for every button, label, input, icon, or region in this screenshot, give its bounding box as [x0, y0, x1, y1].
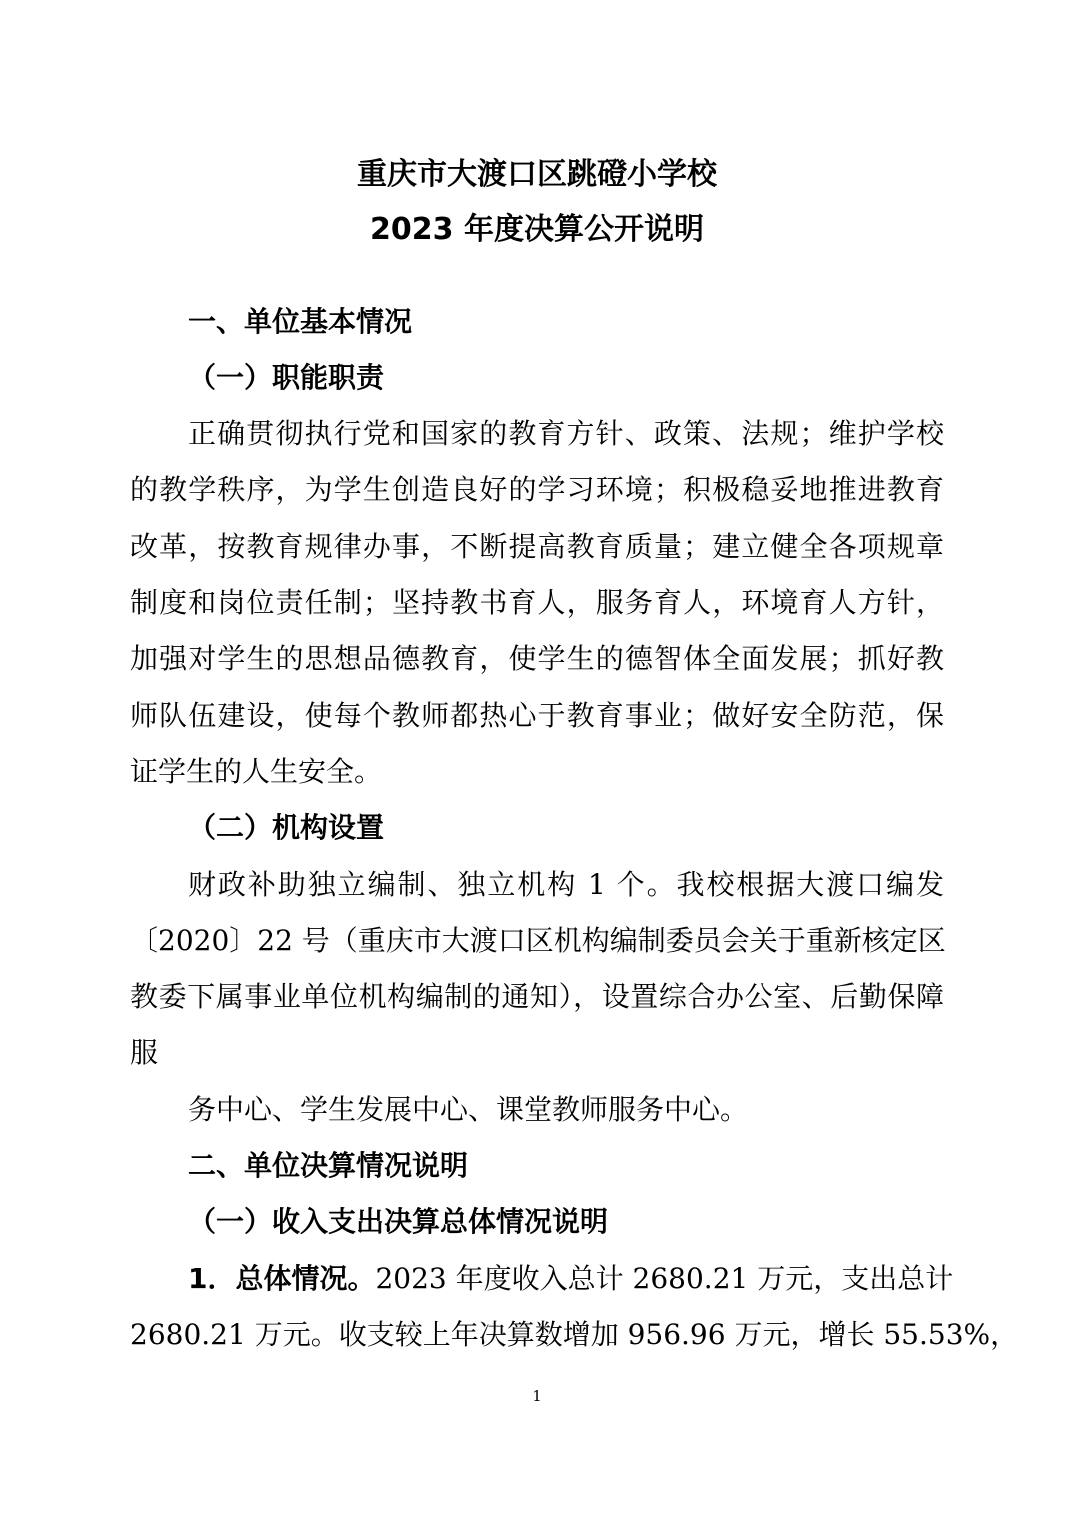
- organization-continuation: 务中心、学生发展中心、课堂教师服务中心。: [188, 1093, 749, 1126]
- duties-line: 证学生的人生安全。: [130, 755, 383, 788]
- organization-line: 财政补助独立编制、独立机构 1 个。我校根据大渡口编发: [188, 868, 944, 901]
- duties-line: 正确贯彻执行党和国家的教育方针、政策、法规；维护学校: [188, 417, 944, 450]
- organization-line: 〔2020〕22 号（重庆市大渡口区机构编制委员会关于重新核定区: [130, 924, 946, 957]
- organization-line: 服: [130, 1036, 159, 1069]
- subsection-heading-organization: （二）机构设置: [188, 811, 385, 844]
- duties-line: 加强对学生的思想品德教育，使学生的德智体全面发展；抓好教: [130, 642, 944, 675]
- duties-line: 师队伍建设，使每个教师都热心于教育事业；做好安全防范，保: [130, 699, 944, 732]
- duties-line: 制度和岗位责任制；坚持教书育人，服务育人，环境育人方针，: [130, 586, 944, 619]
- page-number: 1: [532, 1387, 542, 1405]
- document-title-line1: 重庆市大渡口区跳磴小学校: [357, 157, 717, 192]
- overall-line-1-text: 2023 年度收入总计 2680.21 万元，支出总计: [375, 1262, 954, 1295]
- section-heading-final-accounts: 二、单位决算情况说明: [188, 1149, 469, 1182]
- duties-line: 改革，按教育规律办事，不断提高教育质量；建立健全各项规章: [130, 530, 944, 563]
- overall-line-1: [188, 1259, 954, 1299]
- overall-label: 1．总体情况。: [188, 1262, 376, 1295]
- section-heading-basic-info: 一、单位基本情况: [188, 305, 413, 338]
- subsection-heading-income-expenditure: （一）收入支出决算总体情况说明: [188, 1205, 609, 1238]
- duties-line: 的教学秩序，为学生创造良好的学习环境；积极稳妥地推进教育: [130, 473, 944, 506]
- organization-line: 教委下属事业单位机构编制的通知），设置综合办公室、后勤保障: [130, 980, 944, 1013]
- overall-line-2: 2680.21 万元。收支较上年决算数增加 956.96 万元，增长 55.53%，: [130, 1318, 1019, 1351]
- subsection-heading-duties: （一）职能职责: [188, 361, 385, 394]
- document-title-line2: 2023 年度决算公开说明: [370, 212, 704, 247]
